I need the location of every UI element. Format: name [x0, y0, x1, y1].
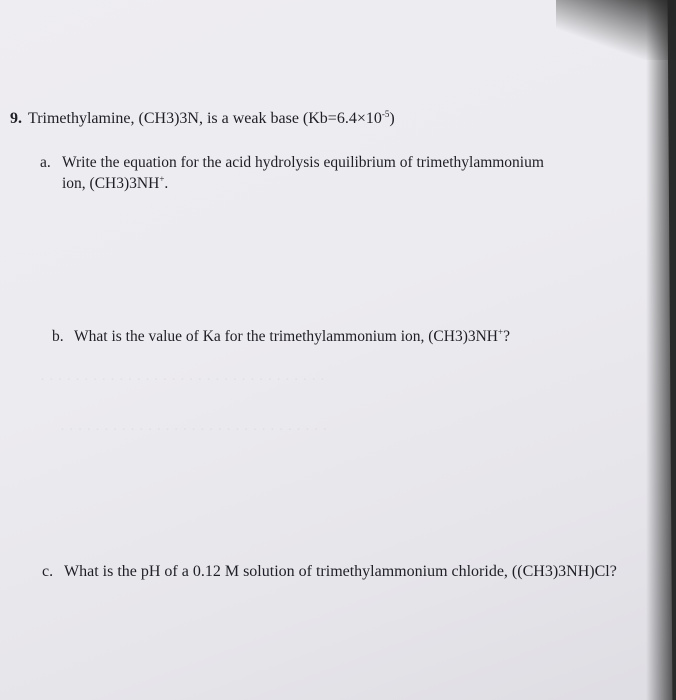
part-a-letter: a.	[40, 154, 51, 171]
question-close: )	[389, 110, 395, 127]
part-b-charge: +	[498, 327, 504, 337]
question-9	[10, 110, 395, 128]
question-number: 9.	[10, 110, 22, 127]
part-c-text: What is the pH of a 0.12 M solution of trimethylammonium chloride, ((CH3)3NH)Cl?	[64, 563, 617, 580]
part-b	[52, 328, 510, 346]
part-b-text: What is the value of Ka for the trimethylammonium ion, (CH3)3NH	[74, 328, 499, 345]
question-text: Trimethylamine, (CH3)3N, is a weak base (Kb=6.4×10	[28, 110, 382, 127]
part-a-line2	[40, 173, 544, 194]
part-b-question-mark: ?	[503, 328, 510, 345]
bleed-through-text: · · · · · · · · · · · · · · · · · · · · · · · · · · · · · · ·	[60, 422, 328, 438]
kb-exponent: -5	[381, 109, 390, 119]
part-a-charge: +	[159, 174, 165, 184]
part-c-letter: c.	[42, 563, 54, 580]
part-c	[42, 563, 617, 581]
part-b-letter: b.	[52, 328, 64, 345]
part-a-period: .	[164, 175, 169, 192]
part-a-line1: Write the equation for the acid hydrolysis equilibrium of trimethylammonium	[62, 154, 544, 171]
part-a	[40, 152, 544, 194]
bleed-through-text: · · · · · · · · · · · · · · · · · · · · · · · · · · · · · · · · ·	[40, 372, 325, 388]
part-a-line2-text: ion, (CH3)3NH	[62, 175, 160, 192]
